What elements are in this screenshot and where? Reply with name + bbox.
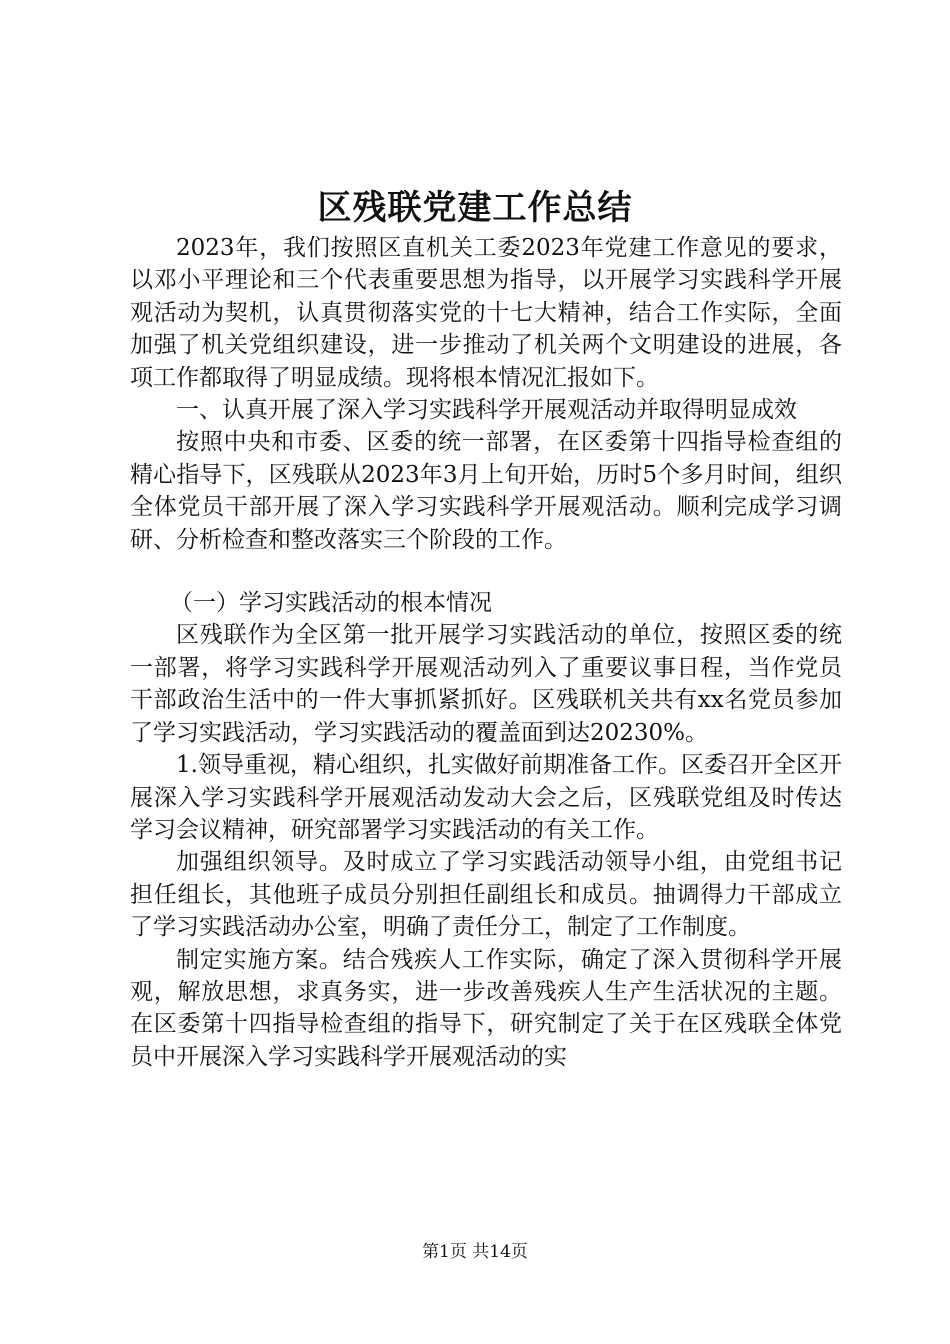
section-heading-1: 一、认真开展了深入学习实践科学开展观活动并取得明显成效	[176, 397, 797, 424]
paragraph-leadership: 1.领导重视，精心组织，扎实做好前期准备工作。区委召开全区开展深入学习实践科学开展观活动发动大会之后，区残联党组及时传达学习会议精神，研究部署学习实践活动的有关工作。	[130, 752, 842, 843]
paragraph-organization: 加强组织领导。及时成立了学习实践活动领导小组，由党组书记担任组长，其他班子成员分别担任副组长和成员。抽调得力干部成立了学习实践活动办公室，明确了责任分工，制定了工作制度。	[130, 849, 842, 941]
paragraph-intro: 2023年，我们按照区直机关工委2023年党建工作意见的要求，以邓小平理论和三个代表重要思想为指导，以开展学习实践科学开展观活动为契机，认真贯彻落实党的十七大精神，结合工作实际，全面加强了机关党组织建设，进一步推动了机关两个文明建设的进展，各项工作都取得了明显成绩。现将根本情况汇报如下。	[130, 235, 842, 391]
sub-heading-1: （一）学习实践活动的根本情况	[170, 590, 492, 617]
document-body	[130, 232, 842, 1073]
page-number-footer: 第1页 共14页	[422, 1242, 528, 1262]
paragraph-deployment: 按照中央和市委、区委的统一部署，在区委第十四指导检查组的精心指导下，区残联从2023年3月上旬开始，历时5个多月时间，组织全体党员干部开展了深入学习实践科学开展观活动。顺利完成学习调研、分析检查和整改落实三个阶段的工作。	[130, 429, 842, 553]
paragraph-basic-situation: 区残联作为全区第一批开展学习实践活动的单位，按照区委的统一部署，将学习实践科学开展观活动列入了重要议事日程，当作党员干部政治生活中的一件大事抓紧抓好。区残联机关共有xx名党员参加了学习实践活动，学习实践活动的覆盖面到达20230%。	[130, 622, 842, 746]
document-title: 区残联党建工作总结	[317, 188, 633, 228]
paragraph-plan: 制定实施方案。结合残疾人工作实际，确定了深入贯彻科学开展观，解放思想，求真务实，进一步改善残疾人生产生活状况的主题。在区委第十四指导检查组的指导下，研究制定了关于在区残联全体党员中开展深入学习实践科学开展观活动的实	[130, 946, 842, 1070]
